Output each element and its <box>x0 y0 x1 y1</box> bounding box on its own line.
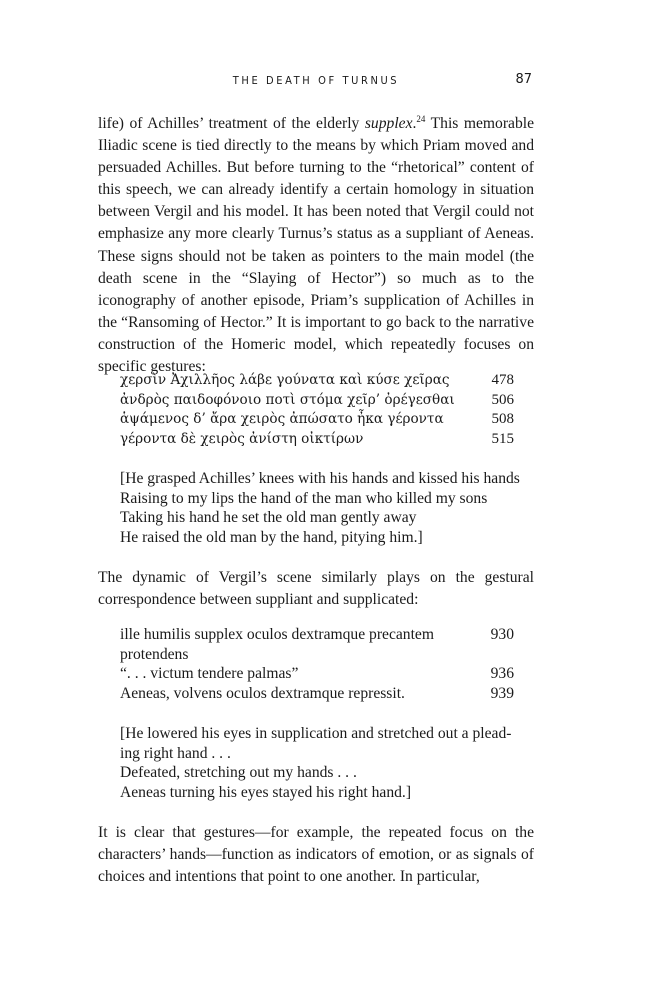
para1-dot: . <box>412 115 417 132</box>
greek-translation-block <box>120 469 520 548</box>
latin-translation-block <box>120 724 520 803</box>
verse-text: ἁψάμενος δ’ ἄρα χειρὸς ἀπώσατο ἦκα γέροντα <box>120 411 444 427</box>
translation-line: Taking his hand he set the old man gently away <box>120 509 417 527</box>
greek-verse-block <box>120 371 514 449</box>
footnote-marker[interactable]: 24 <box>416 114 426 124</box>
latin-verse-block <box>120 625 514 703</box>
page-number: 87 <box>515 72 532 87</box>
verse-line <box>120 684 514 704</box>
paragraph-1 <box>98 113 534 378</box>
running-head <box>98 74 534 94</box>
verse-number: 508 <box>491 411 514 427</box>
translation-line: [He lowered his eyes in supplication and stretched out a plead- <box>120 725 512 742</box>
verse-line <box>120 371 514 391</box>
verse-line <box>120 410 514 430</box>
paragraph-3 <box>98 822 534 888</box>
translation-line: Defeated, stretching out my hands . . . <box>120 764 357 782</box>
translation-line: He raised the old man by the hand, pitying him.] <box>120 529 423 547</box>
translation-line: Aeneas turning his eyes stayed his right hand.] <box>120 784 412 802</box>
verse-line <box>120 391 514 411</box>
paragraph-2 <box>98 567 534 611</box>
paragraph-2-text: The dynamic of Vergil’s scene similarly plays on the gestural correspondence between suppliant and supplicated: <box>98 569 534 609</box>
verse-text: ἀνδρὸς παιδοφόνοιο ποτὶ στόμα χεῖρ’ ὀρέγεσθαι <box>120 391 455 408</box>
verse-text: Aeneas, volvens oculos dextramque repressit. <box>120 684 405 702</box>
para1-rest: This memorable Iliadic scene is tied directly to the means by which Priam moved and persuaded Achilles. But before turning to the “rhetorical” content of this speech, we can already identify a certain homology in situation between Vergil and his model. It has been noted that Vergil could not emphasize any more clearly Turnus’s status as a suppliant of Aeneas. These signs should not be taken as pointers to the main model (the death scene in the “Slaying of Hector”) so much as to the iconography of another episode, Priam’s supplication of Achilles in the “Ransoming of Hector.” It is important to go back to the narrative construction of the Homeric model, which repeatedly focuses on specific gestures: <box>98 115 534 376</box>
translation-line: [He grasped Achilles’ knees with his hands and kissed his hands <box>120 470 520 487</box>
running-title: THE DEATH OF TURNUS <box>232 74 400 87</box>
verse-line <box>120 645 514 665</box>
verse-text: ille humilis supplex oculos dextramque precantem <box>120 626 434 643</box>
verse-number: 930 <box>490 626 514 643</box>
verse-line <box>120 664 514 684</box>
para1-start: life) of Achilles’ treatment of the elderly <box>98 115 365 132</box>
verse-number: 478 <box>491 372 514 388</box>
para1-italic-term: supplex <box>364 115 413 132</box>
verse-number: 936 <box>490 665 514 682</box>
verse-text: χερσὶν Ἀχιλλῆος λάβε γούνατα καὶ κύσε χεῖρας <box>120 372 450 388</box>
paragraph-3-text: It is clear that gestures—for example, the repeated focus on the characters’ hands—function as indicators of emotion, or as signals of choices and intentions that point to one another. In particular, <box>98 824 534 886</box>
translation-line: Raising to my lips the hand of the man who killed my sons <box>120 489 488 507</box>
translation-line: ing right hand . . . <box>120 744 231 762</box>
verse-number: 515 <box>491 430 514 447</box>
verse-text: “. . . victum tendere palmas” <box>120 665 299 682</box>
verse-number: 506 <box>491 391 514 408</box>
verse-number: 939 <box>490 684 514 702</box>
verse-line <box>120 625 514 645</box>
verse-text: protendens <box>120 645 189 663</box>
verse-line <box>120 430 514 450</box>
verse-number <box>484 645 514 665</box>
verse-text: γέροντα δὲ χειρὸς ἀνίστη οἰκτίρων <box>120 430 364 447</box>
